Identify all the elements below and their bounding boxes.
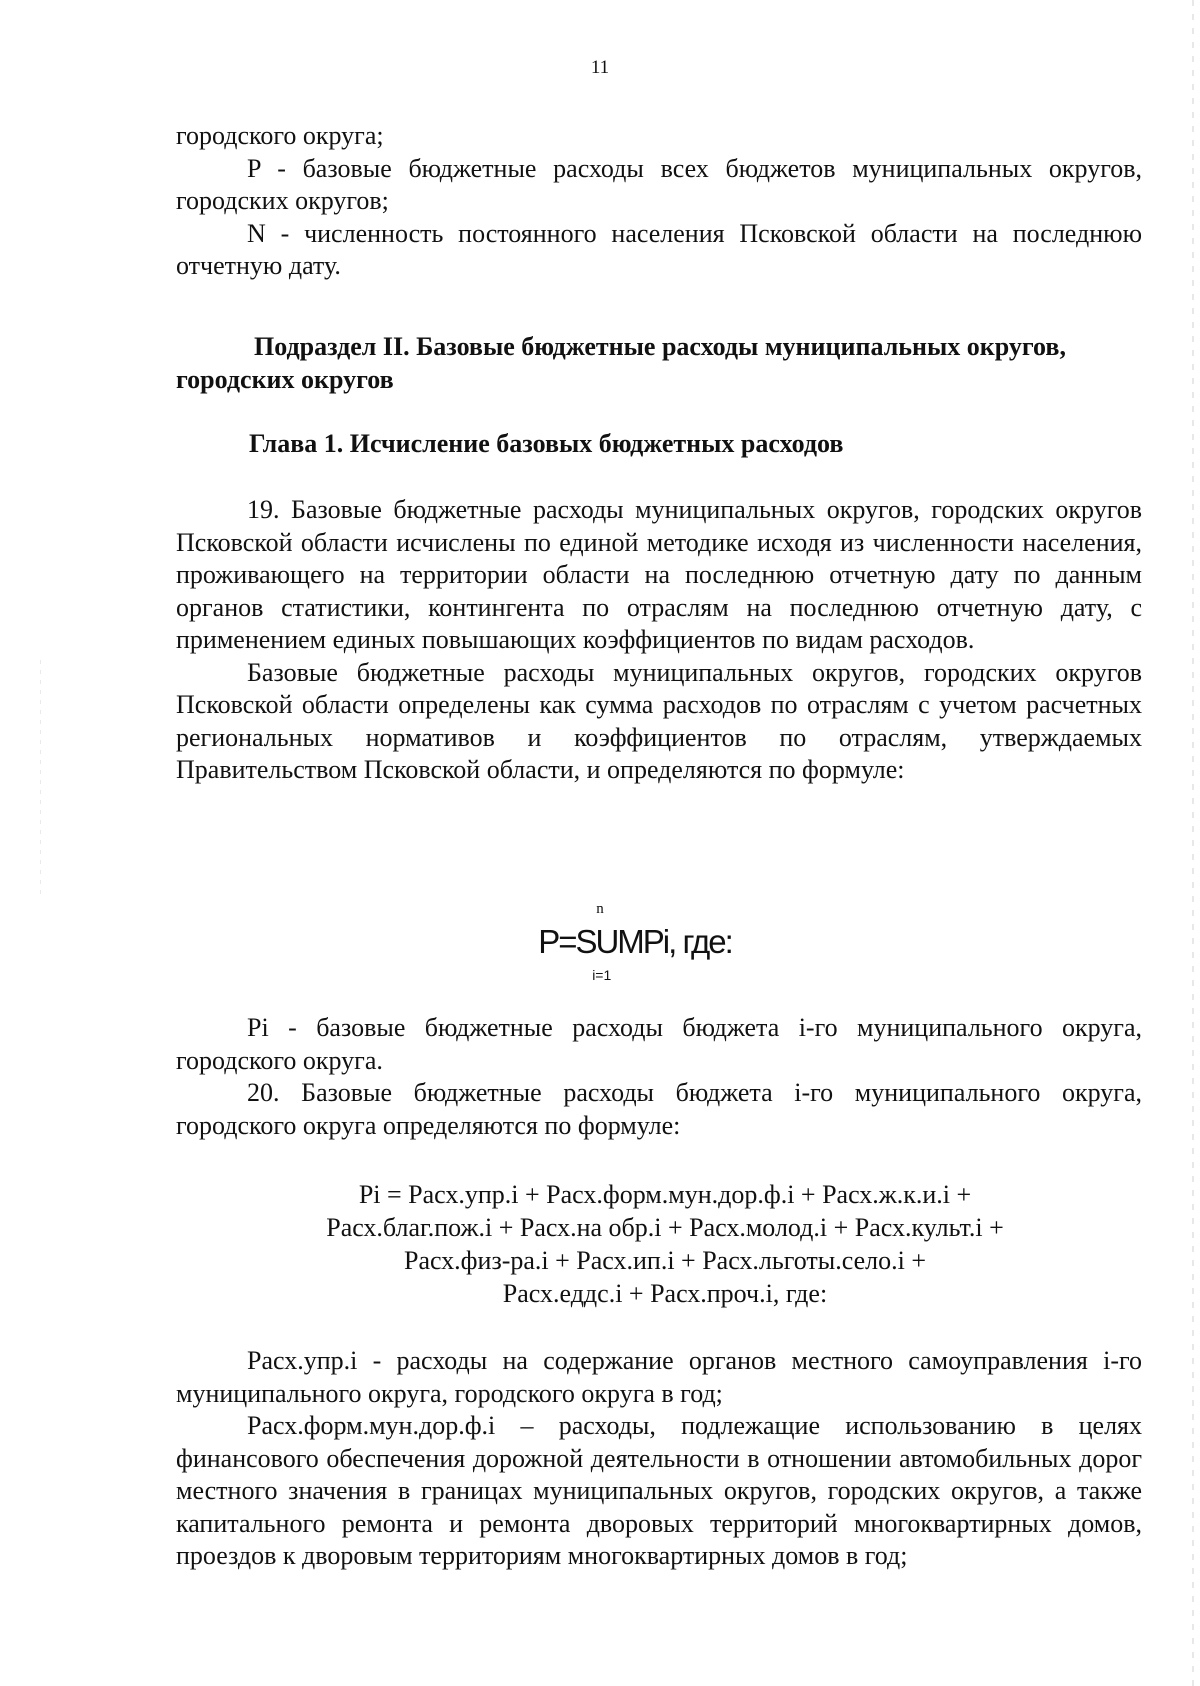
n-definition: N - численность постоянного населения Псковской области на последнюю отчетную дату. bbox=[176, 218, 1142, 280]
paragraph-19: 19. Базовые бюджетные расходы муниципальных округов, городских округов Псковской области исчислены по единой методике исходя из численности населения, проживающего на территории области на последнюю отчетную дату по данным органов статистики, контингента по отраслям на последнюю отчетную дату, с применением единых повышающих коэффициентов по видам расходов. bbox=[176, 495, 1142, 654]
p-definition: P - базовые бюджетные расходы всех бюджетов муниципальных округов, городских округов; bbox=[176, 153, 1142, 215]
pi-definition-block bbox=[176, 1012, 1142, 1142]
definition-upr: Расх.упр.i - расходы на содержание органов местного самоуправления i-го муниципального округа, городского округа в год; bbox=[176, 1346, 1142, 1408]
intro-line: городского округа; bbox=[176, 121, 384, 150]
pi-formula-line: Расх.еддс.i + Расх.проч.i, где: bbox=[502, 1279, 828, 1308]
subsection-heading bbox=[176, 330, 1142, 396]
pi-formula-line: Расх.благ.пож.i + Расх.на обр.i + Расх.молод.i + Расх.культ.i + bbox=[326, 1213, 1004, 1242]
sum-formula bbox=[0, 903, 1200, 983]
scan-edge-artifact bbox=[1192, 0, 1194, 1686]
subsection-title-line1: Подраздел II. Базовые бюджетные расходы муниципальных округов, bbox=[254, 332, 1066, 361]
page-number: 11 bbox=[590, 57, 610, 78]
paragraph-20: 20. Базовые бюджетные расходы бюджета i-го муниципального округа, городского округа определяются по формуле: bbox=[176, 1078, 1142, 1140]
pi-formula-line: Расх.физ-ра.i + Расх.ип.i + Расх.льготы.село.i + bbox=[403, 1246, 927, 1275]
sum-lower-limit: i=1 bbox=[592, 967, 612, 983]
pi-formula bbox=[0, 1178, 1200, 1310]
definitions-block bbox=[176, 1345, 1142, 1573]
paragraph-19-continued: Базовые бюджетные расходы муниципальных округов, городских округов Псковской области определены как сумма расходов по отраслям с учетом расчетных региональных нормативов и коэффициентов по отраслям, утверждаемых Правительством Псковской области, и определяются по формуле: bbox=[176, 657, 1142, 784]
definition-dor: Расх.форм.мун.дор.ф.i – расходы, подлежащие использованию в целях финансового обеспечения дорожной деятельности в отношении автомобильных дорог местного значения в границах муниципальных округов, городских округов, а также капитального ремонта и ремонта дворовых территорий многоквартирных домов, проездов к дворовым территориям многоквартирных домов в год; bbox=[176, 1411, 1142, 1570]
chapter-heading bbox=[176, 427, 1142, 460]
intro-block bbox=[176, 120, 1142, 283]
subsection-title-line2: городских округов bbox=[176, 365, 394, 394]
paragraph-19-block bbox=[176, 494, 1142, 787]
pi-definition: Pi - базовые бюджетные расходы бюджета i-го муниципального округа, городского округа. bbox=[176, 1013, 1142, 1075]
pi-formula-line: Pi = Расх.упр.i + Расх.форм.мун.дор.ф.i + Расх.ж.к.и.i + bbox=[358, 1180, 972, 1209]
sum-upper-limit: n bbox=[596, 901, 604, 917]
chapter-title: Глава 1. Исчисление базовых бюджетных расходов bbox=[249, 429, 844, 458]
scan-edge-artifact bbox=[40, 660, 41, 900]
sum-formula-text: P=SUMPi, где: bbox=[538, 923, 732, 960]
